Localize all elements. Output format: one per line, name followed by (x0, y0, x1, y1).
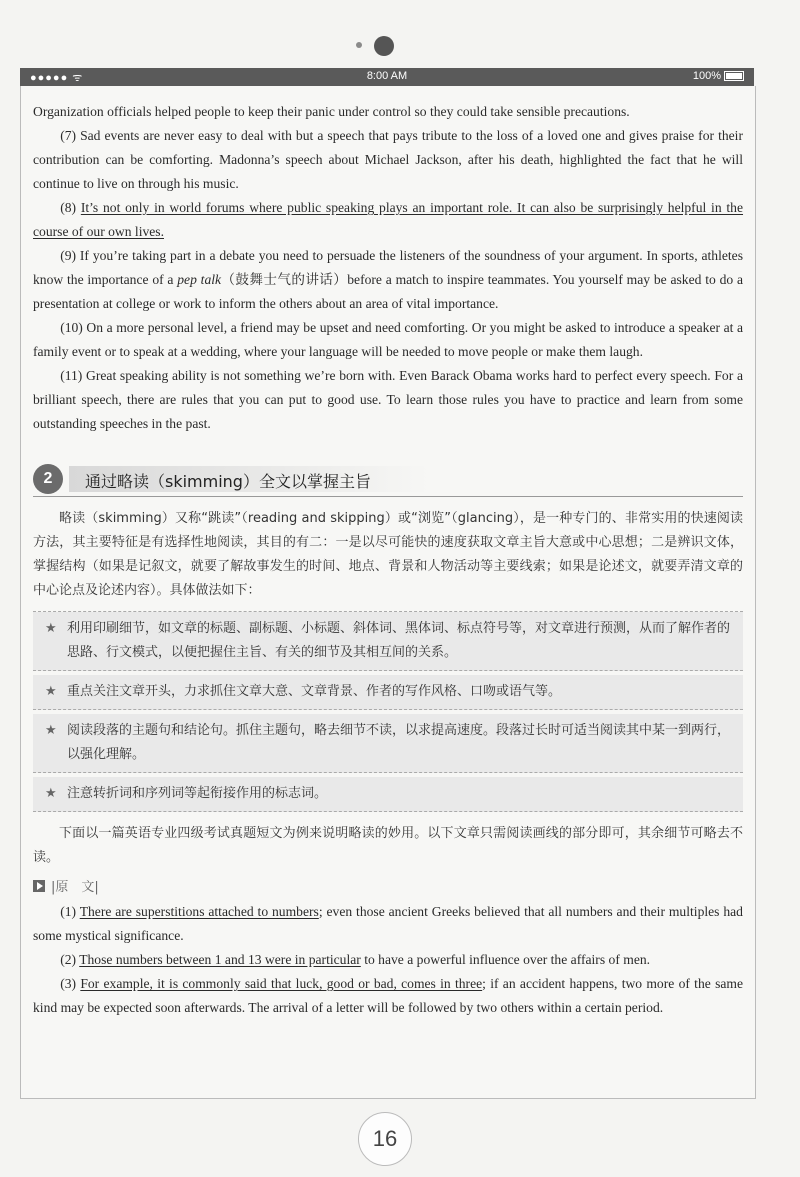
tip-item (33, 714, 743, 773)
paragraph-number: (1) (60, 904, 80, 919)
tip-text: 阅读段落的主题句和结论句。抓住主题句，略去细节不读，以求提高速度。段落过长时可适当阅读其中某一到两行，以强化理解。 (67, 723, 731, 762)
page-content (33, 100, 743, 1020)
paragraph-11: (11) Great speaking ability is not something we’re born with. Even Barack Obama works hard to perfect every speech. For a brilliant speech, there are rules that you can put to good use. To learn those rules you have to practice and learn from some outstanding speeches in the past. (33, 368, 743, 431)
paragraph-8 (33, 196, 743, 244)
paragraph-text: ; even those ancient Greeks believed that all numbers and their multiples had some mystical significance. (33, 904, 743, 943)
paragraph-continued: Organization officials helped people to keep their panic under control so they could take sensible precautions. (33, 104, 630, 119)
paragraph-number: (2) (60, 952, 80, 967)
play-icon (33, 880, 45, 892)
example-paragraph-1 (33, 900, 743, 948)
star-icon: ★ (45, 621, 57, 636)
original-text-label (33, 876, 743, 900)
device-bezel-top (0, 0, 800, 68)
paragraph-number: (3) (60, 976, 81, 991)
tip-text: 利用印刷细节，如文章的标题、副标题、小标题、斜体词、黑体词、标点符号等，对文章进行预测，从而了解作者的思路、行文模式，以便把握住主旨、有关的细节及其相互间的关系。 (67, 621, 731, 660)
camera-dot (374, 36, 394, 56)
battery-percent: 100% (692, 70, 721, 82)
original-text-title: |原 文| (51, 880, 99, 895)
section-number-badge: 2 (33, 464, 63, 494)
section-title: 通过略读（skimming）全文以掌握主旨 (85, 472, 371, 491)
tip-item (33, 675, 743, 710)
underlined-text: Those numbers between 1 and 13 were in particular (79, 952, 361, 967)
example-paragraph-2 (33, 948, 743, 972)
star-icon: ★ (45, 684, 57, 699)
status-bar (20, 68, 754, 86)
paragraph-text: （鼓舞士气的讲话）before a match to inspire teammates. You yourself may be asked to do a presentation at college or work to inform the others about an area of vital importance. (33, 272, 743, 311)
underlined-text: There are superstitions attached to numbers (79, 904, 319, 919)
section-intro: 略读（skimming）又称“跳读”（reading and skipping）或“浏览”（glancing），是一种专门的、非常实用的快速阅读方法，其主要特征是有选择性地阅读，其目的有二：一是以尽可能快的速度获取文章主旨大意或中心思想；二是辨识文体，掌握结构（如果是记叙文，就要了解故事发生的时间、地点、背景和人物活动等主要线索；如果是论述文，就要弄清文章的中心论点及论述内容）。具体做法如下： (33, 511, 743, 598)
star-icon: ★ (45, 786, 57, 801)
battery-icon (724, 71, 744, 81)
paragraph-9 (33, 244, 743, 316)
section-heading (33, 462, 743, 497)
paragraph-text: (9) If you’re taking part in a debate you need to persuade the listeners of the soundness of your argument. In sports, athletes know the importance of a (33, 248, 743, 287)
tip-item (33, 777, 743, 812)
signal-indicator: ●●●●● ᯤ (30, 72, 84, 84)
paragraph-text: to have a powerful influence over the affairs of men. (360, 952, 651, 967)
paragraph-number: (8) (60, 200, 81, 215)
underlined-text: For example, it is commonly said that luck, good or bad, comes in three (80, 976, 483, 991)
tip-item (33, 612, 743, 671)
status-time: 8:00 AM (366, 70, 408, 82)
page-number: 16 (358, 1112, 412, 1166)
tip-text: 注意转折词和序列词等起衔接作用的标志词。 (67, 786, 328, 801)
italic-term: pep talk (177, 272, 222, 287)
tip-text: 重点关注文章开头，力求抓住文章大意、文章背景、作者的写作风格、口吻或语气等。 (67, 684, 562, 699)
paragraph-10: (10) On a more personal level, a friend may be upset and need comforting. Or you might be asked to introduce a speaker at a family event or to speak at a wedding, where your language will be needed to move people or make them laugh. (33, 320, 743, 359)
page-screen (20, 86, 756, 1099)
underlined-text: It’s not only in world forums where public speaking plays an important role. It can also be surprisingly helpful in the course of our own lives. (33, 200, 744, 239)
paragraph-text: ; if an accident happens, two more of the same kind may be expected soon afterwards. The arrival of a letter will be followed by two others within a certain period. (33, 976, 743, 1015)
example-paragraph-3 (33, 972, 743, 1020)
tips-list (33, 611, 743, 812)
speaker-dot (356, 42, 362, 48)
battery-indicator (693, 70, 744, 82)
example-intro: 下面以一篇英语专业四级考试真题短文为例来说明略读的妙用。以下文章只需阅读画线的部分即可，其余细节可略去不读。 (33, 826, 743, 865)
paragraph-7: (7) Sad events are never easy to deal with but a speech that pays tribute to the loss of a loved one and gives praise for their contribution can be comforting. Madonna’s speech about Michael Jackson, after his death, highlighted the fact that he will continue to live on through his music. (33, 128, 743, 191)
star-icon: ★ (45, 723, 57, 738)
